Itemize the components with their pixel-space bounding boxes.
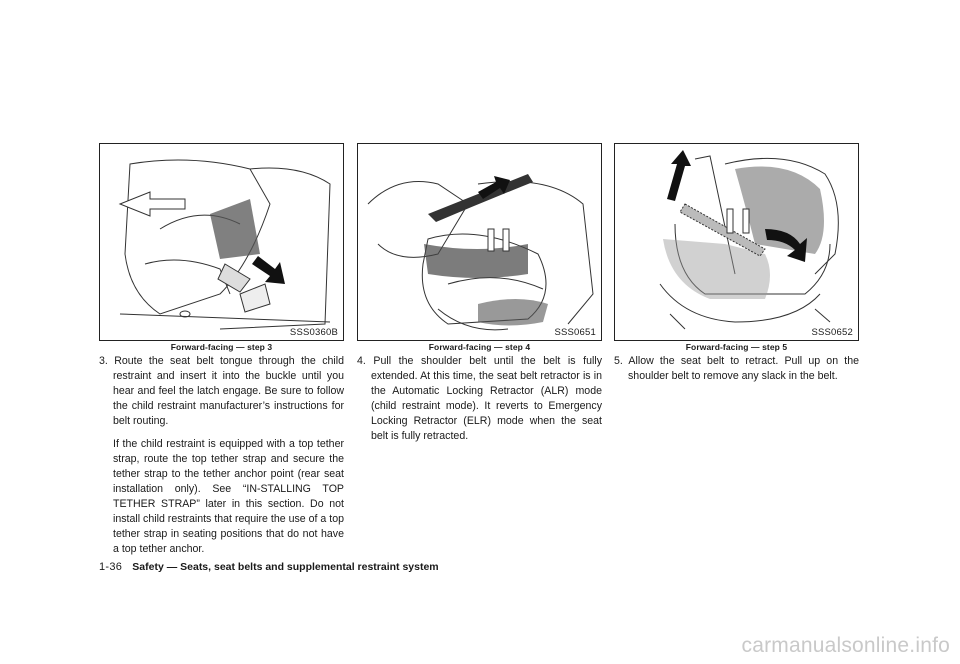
illustration-step-4	[358, 144, 601, 340]
figure-step-3	[99, 143, 344, 341]
column-step-5	[614, 143, 859, 384]
step-3-note: If the child restraint is equipped with a top tether strap, route the top tether strap and secure the tether strap to the tether anchor point (rear seat installation only). See “IN-STALLING TOP TETHER STRAP” later in this section. Do not install child restraints that require the use of a top tether strap in seating positions that do not have a top tether anchor.	[113, 438, 344, 555]
column-step-4	[357, 143, 602, 444]
figure-step-4	[357, 143, 602, 341]
column-step-3	[99, 143, 344, 557]
figure-step-5	[614, 143, 859, 341]
page-number: 1-36	[99, 561, 123, 573]
illustration-step-3	[100, 144, 343, 340]
figure-caption: Forward-facing — step 5	[685, 342, 788, 352]
figure-code: SSS0360B	[289, 327, 338, 338]
page-footer	[99, 561, 439, 573]
figure-code: SSS0651	[554, 327, 596, 338]
section-title: Safety — Seats, seat belts and supplemental restraint system	[132, 561, 439, 573]
step-3-text: 3. Route the seat belt tongue through the child restraint and insert it into the buckle until you hear and feel the latch engage. Be sure to follow the child restraint manufacturer’s instructions for belt routing.	[99, 355, 344, 427]
figure-code: SSS0652	[811, 327, 853, 338]
figure-caption: Forward-facing — step 4	[428, 342, 531, 352]
illustration-step-5	[615, 144, 858, 340]
step-5-text: 5. Allow the seat belt to retract. Pull up on the shoulder belt to remove any slack in the belt.	[614, 355, 859, 382]
step-4-text: 4. Pull the shoulder belt until the belt is fully extended. At this time, the seat belt retractor is in the Automatic Locking Retractor (ALR) mode (child restraint mode). It reverts to Emergency Locking Retractor (ELR) mode when the seat belt is fully retracted.	[357, 355, 602, 442]
watermark: carmanualsonline.info	[741, 634, 950, 657]
figure-caption: Forward-facing — step 3	[170, 342, 273, 352]
